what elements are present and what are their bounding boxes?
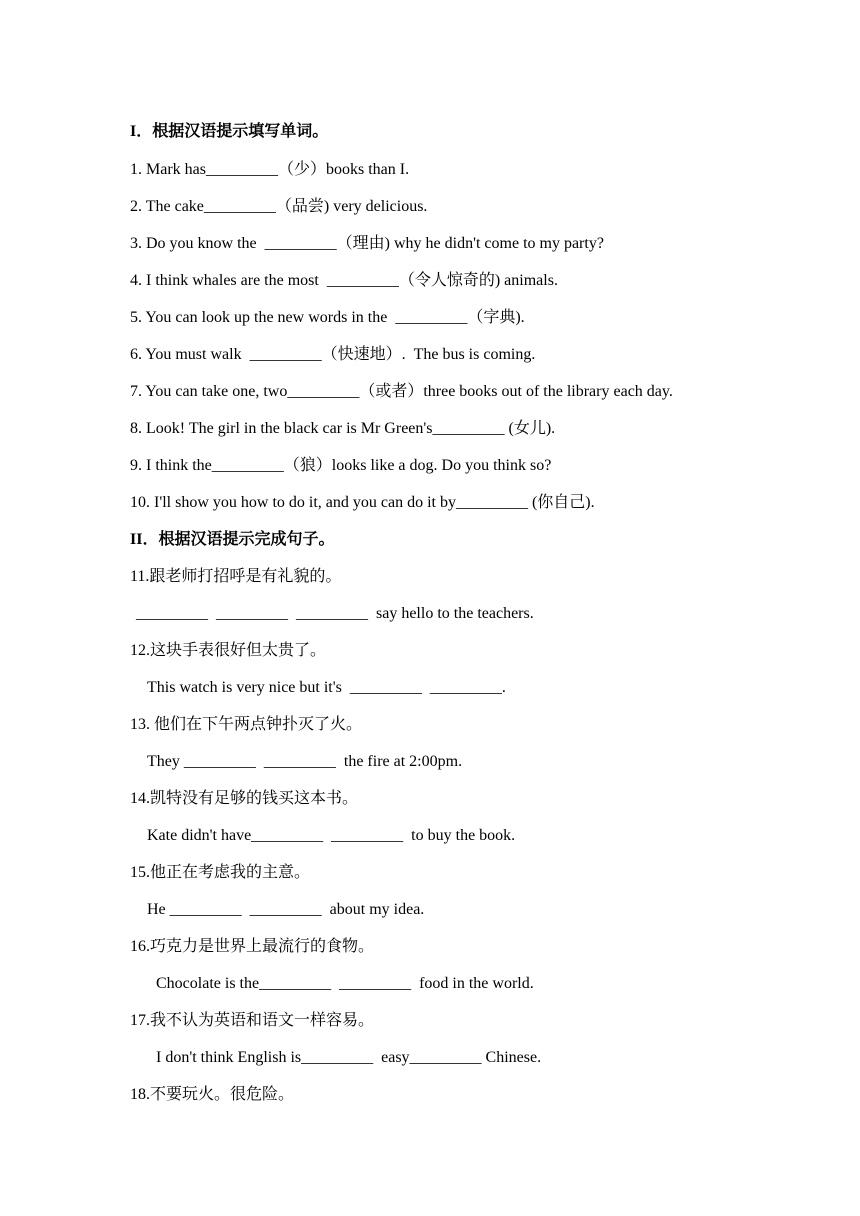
question-15-english: He _________ _________ about my idea. xyxy=(147,901,425,918)
question-12-chinese: 12.这块手表很好但太贵了。 xyxy=(130,642,327,659)
question-16-chinese: 16.巧克力是世界上最流行的食物。 xyxy=(130,938,375,955)
question-12-english: This watch is very nice but it's _________ _________. xyxy=(147,679,506,696)
section-2-heading: II．根据汉语提示完成句子。 xyxy=(130,531,335,548)
question-16-english: Chocolate is the_________ _________ food in the world. xyxy=(156,975,534,992)
question-15-chinese: 15.他正在考虑我的主意。 xyxy=(130,864,311,881)
question-17-chinese: 17.我不认为英语和语文一样容易。 xyxy=(130,1012,375,1029)
question-13-chinese: 13. 他们在下午两点钟扑灭了火。 xyxy=(130,716,363,733)
question-11-english: _________ _________ _________ say hello to the teachers. xyxy=(132,605,534,622)
question-1: 1. Mark has_________（少）books than I. xyxy=(130,161,410,178)
question-14-english: Kate didn't have_________ _________ to buy the book. xyxy=(147,827,516,844)
question-7: 7. You can take one, two_________（或者）three books out of the library each day. xyxy=(130,383,673,400)
question-6: 6. You must walk _________（快速地）. The bus is coming. xyxy=(130,346,536,363)
question-2: 2. The cake_________（品尝) very delicious. xyxy=(130,198,428,215)
question-8: 8. Look! The girl in the black car is Mr Green's_________ (女儿). xyxy=(130,420,556,437)
question-9: 9. I think the_________（狼）looks like a dog. Do you think so? xyxy=(130,457,552,474)
question-13-english: They _________ _________ the fire at 2:00pm. xyxy=(147,753,463,770)
question-18-chinese: 18.不要玩火。很危险。 xyxy=(130,1086,295,1103)
question-14-chinese: 14.凯特没有足够的钱买这本书。 xyxy=(130,790,359,807)
question-17-english: I don't think English is_________ easy_________ Chinese. xyxy=(156,1049,542,1066)
question-4: 4. I think whales are the most _________（令人惊奇的) animals. xyxy=(130,272,558,289)
question-5: 5. You can look up the new words in the _________（字典). xyxy=(130,309,525,326)
question-3: 3. Do you know the _________（理由) why he didn't come to my party? xyxy=(130,235,604,252)
question-11-chinese: 11.跟老师打招呼是有礼貌的。 xyxy=(130,568,342,585)
question-10: 10. I'll show you how to do it, and you can do it by_________ (你自己). xyxy=(130,494,595,511)
section-1-heading: I．根据汉语提示填写单词。 xyxy=(130,123,329,140)
